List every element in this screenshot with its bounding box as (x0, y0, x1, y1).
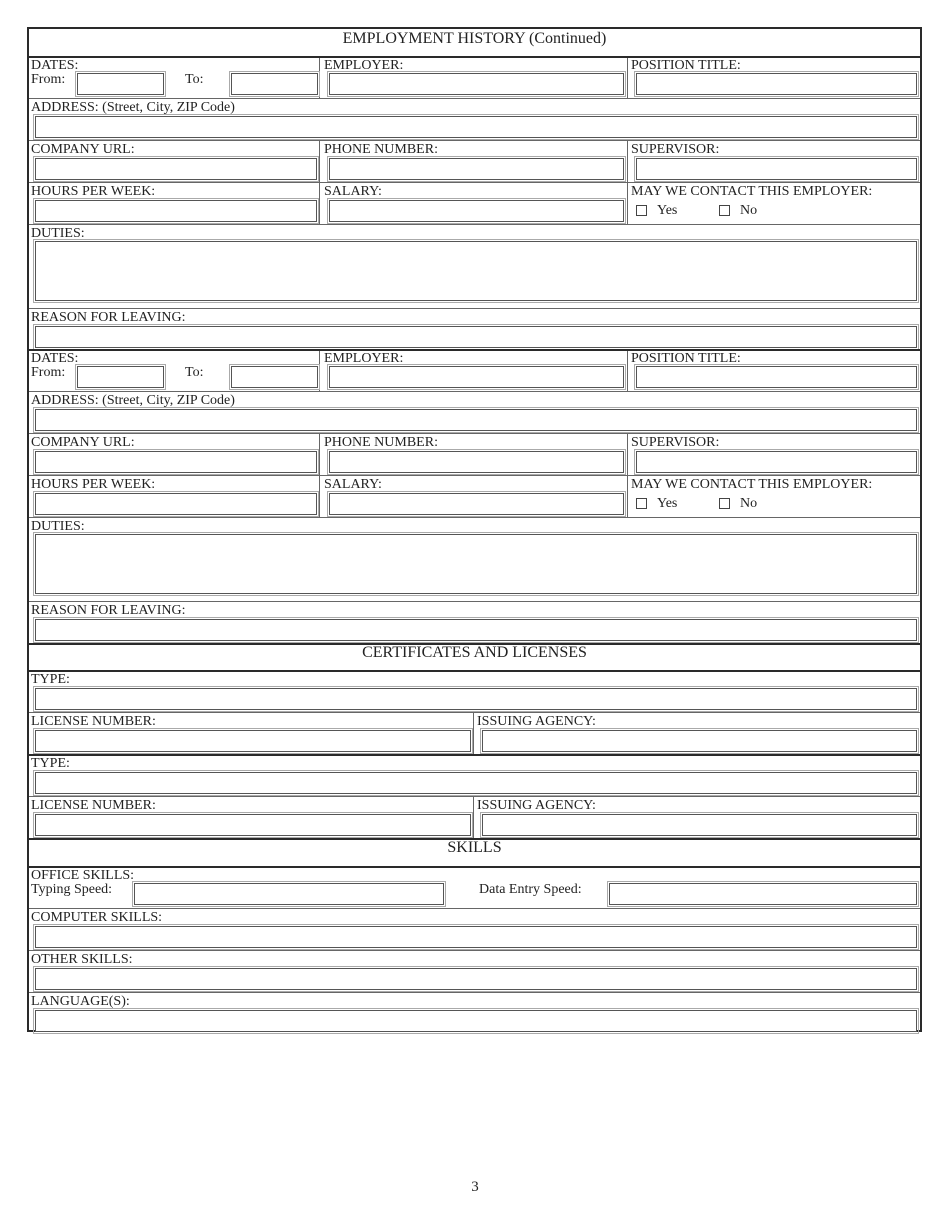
to-label: To: (185, 72, 204, 87)
contact-yes-label: Yes (657, 496, 678, 511)
salary-label: SALARY: (324, 184, 382, 199)
duties-label: DUTIES: (31, 519, 85, 534)
other-skills-label: OTHER SKILLS: (31, 952, 133, 967)
page-number: 3 (471, 1179, 479, 1195)
contact-no-label: No (740, 203, 758, 218)
company-url-label: COMPANY URL: (31, 435, 135, 450)
languages-label: LANGUAGE(S): (31, 994, 130, 1009)
typing-speed-input[interactable] (134, 883, 444, 905)
typing-speed-label: Typing Speed: (31, 882, 113, 897)
divider (29, 866, 920, 868)
supervisor-label: SUPERVISOR: (631, 435, 720, 450)
application-form (27, 27, 922, 1032)
contact-employer-label: MAY WE CONTACT THIS EMPLOYER: (631, 184, 873, 199)
from-label: From: (31, 365, 66, 380)
company-url-label: COMPANY URL: (31, 142, 135, 157)
employer-label: EMPLOYER: (324, 58, 404, 73)
supervisor-label: SUPERVISOR: (631, 142, 720, 157)
divider (473, 796, 474, 838)
duties-label: DUTIES: (31, 226, 85, 241)
employment-history-title: EMPLOYMENT HISTORY (Continued) (342, 30, 607, 47)
type-input[interactable] (35, 772, 917, 794)
issuing-agency-label: ISSUING AGENCY: (477, 798, 596, 813)
contact-employer-label: MAY WE CONTACT THIS EMPLOYER: (631, 477, 873, 492)
divider (29, 992, 920, 993)
languages-input[interactable] (35, 1010, 917, 1032)
reason-for-leaving-label: REASON FOR LEAVING: (31, 310, 186, 325)
office-skills-label: OFFICE SKILLS: (31, 868, 135, 883)
issuing-agency-input[interactable] (482, 814, 917, 836)
hours-per-week-label: HOURS PER WEEK: (31, 477, 156, 492)
dates-label: DATES: (31, 351, 79, 366)
divider (29, 950, 920, 951)
address-label: ADDRESS: (Street, City, ZIP Code) (31, 393, 235, 408)
type-label: TYPE: (31, 756, 70, 771)
license-number-label: LICENSE NUMBER: (31, 798, 156, 813)
data-entry-speed-label: Data Entry Speed: (479, 882, 582, 897)
computer-skills-label: COMPUTER SKILLS: (31, 910, 163, 925)
address-label: ADDRESS: (Street, City, ZIP Code) (31, 100, 235, 115)
position-title-label: POSITION TITLE: (631, 351, 741, 366)
computer-skills-input[interactable] (35, 926, 917, 948)
certificate-entry-2 (29, 113, 920, 840)
divider (29, 908, 920, 909)
skills-title: SKILLS (447, 839, 502, 856)
phone-number-label: PHONE NUMBER: (324, 142, 438, 157)
issuing-agency-label: ISSUING AGENCY: (477, 714, 596, 729)
contact-no-label: No (740, 496, 758, 511)
dates-label: DATES: (31, 58, 79, 73)
certificates-title: CERTIFICATES AND LICENSES (362, 644, 587, 661)
to-label: To: (185, 365, 204, 380)
employer-label: EMPLOYER: (324, 351, 404, 366)
hours-per-week-label: HOURS PER WEEK: (31, 184, 156, 199)
data-entry-speed-input[interactable] (609, 883, 917, 905)
from-label: From: (31, 72, 66, 87)
other-skills-input[interactable] (35, 968, 917, 990)
contact-yes-label: Yes (657, 203, 678, 218)
type-label: TYPE: (31, 672, 70, 687)
position-title-label: POSITION TITLE: (631, 58, 741, 73)
salary-label: SALARY: (324, 477, 382, 492)
phone-number-label: PHONE NUMBER: (324, 435, 438, 450)
license-number-input[interactable] (35, 814, 471, 836)
reason-for-leaving-label: REASON FOR LEAVING: (31, 603, 186, 618)
divider (29, 796, 920, 797)
license-number-label: LICENSE NUMBER: (31, 714, 156, 729)
